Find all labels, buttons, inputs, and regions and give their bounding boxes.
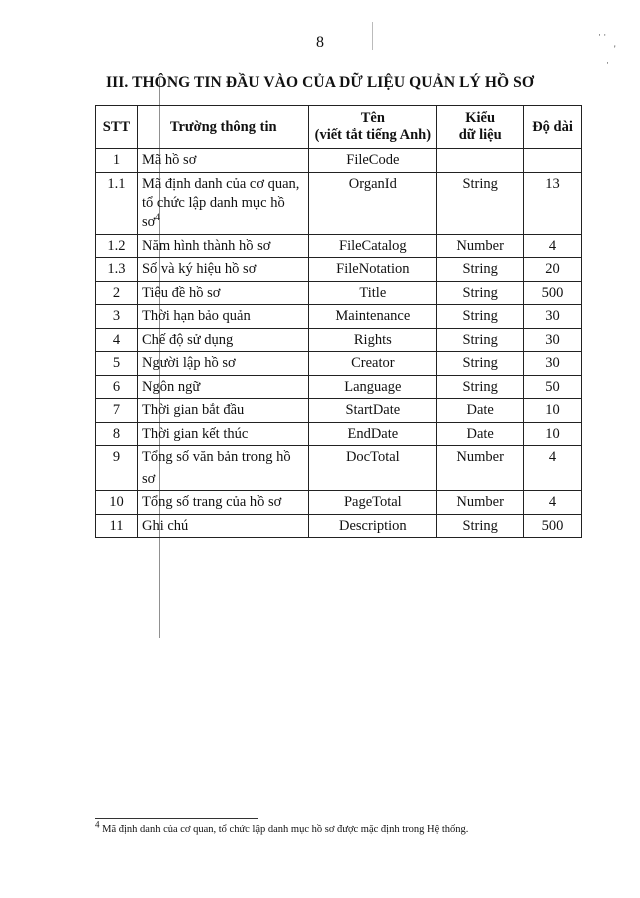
cell-field: Tổng số văn bản trong hồ sơ <box>137 446 308 491</box>
cell-stt: 1.1 <box>96 172 138 234</box>
cell-field: Tiêu đề hồ sơ <box>137 281 308 305</box>
footnote-mark: 4 <box>95 819 100 830</box>
cell-type: String <box>437 305 524 329</box>
metadata-table <box>95 105 582 538</box>
cell-name: Creator <box>309 352 437 376</box>
footnote-divider <box>95 818 258 819</box>
cell-length: 10 <box>524 422 582 446</box>
header-type-line1: Kiểu <box>465 110 496 126</box>
cell-stt: 1.3 <box>96 258 138 282</box>
cell-type: Date <box>437 399 524 423</box>
cell-stt: 8 <box>96 422 138 446</box>
cell-field: Người lập hồ sơ <box>137 352 308 376</box>
header-field: Trường thông tin <box>137 106 308 149</box>
cell-length: 20 <box>524 258 582 282</box>
cell-type: Number <box>437 491 524 515</box>
cell-field: Thời hạn bảo quản <box>137 305 308 329</box>
header-name-line2: (viết tắt tiếng Anh) <box>314 127 432 143</box>
table-row <box>96 234 582 258</box>
cell-stt: 7 <box>96 399 138 423</box>
cell-length: 30 <box>524 305 582 329</box>
cell-stt: 1 <box>96 149 138 173</box>
table-row <box>96 352 582 376</box>
cell-length: 50 <box>524 375 582 399</box>
footnote-text: Mã định danh của cơ quan, tổ chức lập danh mục hồ sơ được mặc định trong Hệ thống. <box>102 824 469 835</box>
cell-stt: 1.2 <box>96 234 138 258</box>
cell-type: Number <box>437 446 524 491</box>
cell-field: Thời gian kết thúc <box>137 422 308 446</box>
header-length: Độ dài <box>524 106 582 149</box>
cell-type: String <box>437 328 524 352</box>
footnote <box>95 819 469 835</box>
cell-stt: 4 <box>96 328 138 352</box>
cell-length: 30 <box>524 352 582 376</box>
header-stt: STT <box>96 106 138 149</box>
table-row <box>96 281 582 305</box>
table-row <box>96 305 582 329</box>
cell-field: Ghi chú <box>137 514 308 538</box>
cell-name: Description <box>309 514 437 538</box>
cell-type: String <box>437 172 524 234</box>
table-row <box>96 375 582 399</box>
cell-name: Rights <box>309 328 437 352</box>
cell-field: Mã hồ sơ <box>137 149 308 173</box>
cell-length <box>524 149 582 173</box>
cell-name: OrganId <box>309 172 437 234</box>
cell-stt: 10 <box>96 491 138 515</box>
cell-type <box>437 149 524 173</box>
cell-type: Date <box>437 422 524 446</box>
table-row <box>96 491 582 515</box>
table-row <box>96 422 582 446</box>
cell-name: FileCatalog <box>309 234 437 258</box>
cell-name: Language <box>309 375 437 399</box>
table-row <box>96 258 582 282</box>
cell-field: Tổng số trang của hồ sơ <box>137 491 308 515</box>
cell-type: String <box>437 375 524 399</box>
cell-stt: 5 <box>96 352 138 376</box>
cell-length: 4 <box>524 491 582 515</box>
cell-stt: 11 <box>96 514 138 538</box>
cell-stt: 6 <box>96 375 138 399</box>
cell-field: Chế độ sử dụng <box>137 328 308 352</box>
cell-type: String <box>437 352 524 376</box>
cell-type: Number <box>437 234 524 258</box>
cell-name: FileCode <box>309 149 437 173</box>
cell-stt: 2 <box>96 281 138 305</box>
table-row <box>96 328 582 352</box>
cell-stt: 9 <box>96 446 138 491</box>
cell-name: DocTotal <box>309 446 437 491</box>
header-type <box>437 106 524 149</box>
table-row <box>96 149 582 173</box>
cell-length: 500 <box>524 281 582 305</box>
cell-name: EndDate <box>309 422 437 446</box>
cell-length: 4 <box>524 446 582 491</box>
cell-length: 10 <box>524 399 582 423</box>
page-number: 8 <box>316 34 324 51</box>
cell-type: String <box>437 514 524 538</box>
cell-field: Ngôn ngữ <box>137 375 308 399</box>
cell-stt: 3 <box>96 305 138 329</box>
cell-name: Title <box>309 281 437 305</box>
table-row <box>96 172 582 234</box>
cell-name: Maintenance <box>309 305 437 329</box>
table-row <box>96 514 582 538</box>
scan-speck: ' <box>614 44 616 54</box>
cell-name: FileNotation <box>309 258 437 282</box>
header-name <box>309 106 437 149</box>
cell-name: PageTotal <box>309 491 437 515</box>
cell-name: StartDate <box>309 399 437 423</box>
cell-length: 4 <box>524 234 582 258</box>
table-row <box>96 399 582 423</box>
footnote-ref: 4 <box>155 211 160 222</box>
header-name-line1: Tên <box>360 110 385 126</box>
cell-length: 13 <box>524 172 582 234</box>
cell-length: 500 <box>524 514 582 538</box>
table-header-row <box>96 106 582 149</box>
cell-field: Năm hình thành hồ sơ <box>137 234 308 258</box>
scan-speck: · · <box>598 30 607 40</box>
cell-length: 30 <box>524 328 582 352</box>
table-row <box>96 446 582 491</box>
header-type-line2: dữ liệu <box>458 127 502 143</box>
cell-type: String <box>437 258 524 282</box>
cell-field: Số và ký hiệu hồ sơ <box>137 258 308 282</box>
scan-speck: · <box>606 58 609 68</box>
cell-field <box>137 172 308 234</box>
cell-type: String <box>437 281 524 305</box>
cell-field-text: Mã định danh của cơ quan, tổ chức lập danh mục hồ sơ <box>141 175 300 230</box>
section-title: III. THÔNG TIN ĐẦU VÀO CỦA DỮ LIỆU QUẢN LÝ HỒ SƠ <box>106 74 534 91</box>
cell-field: Thời gian bắt đầu <box>137 399 308 423</box>
